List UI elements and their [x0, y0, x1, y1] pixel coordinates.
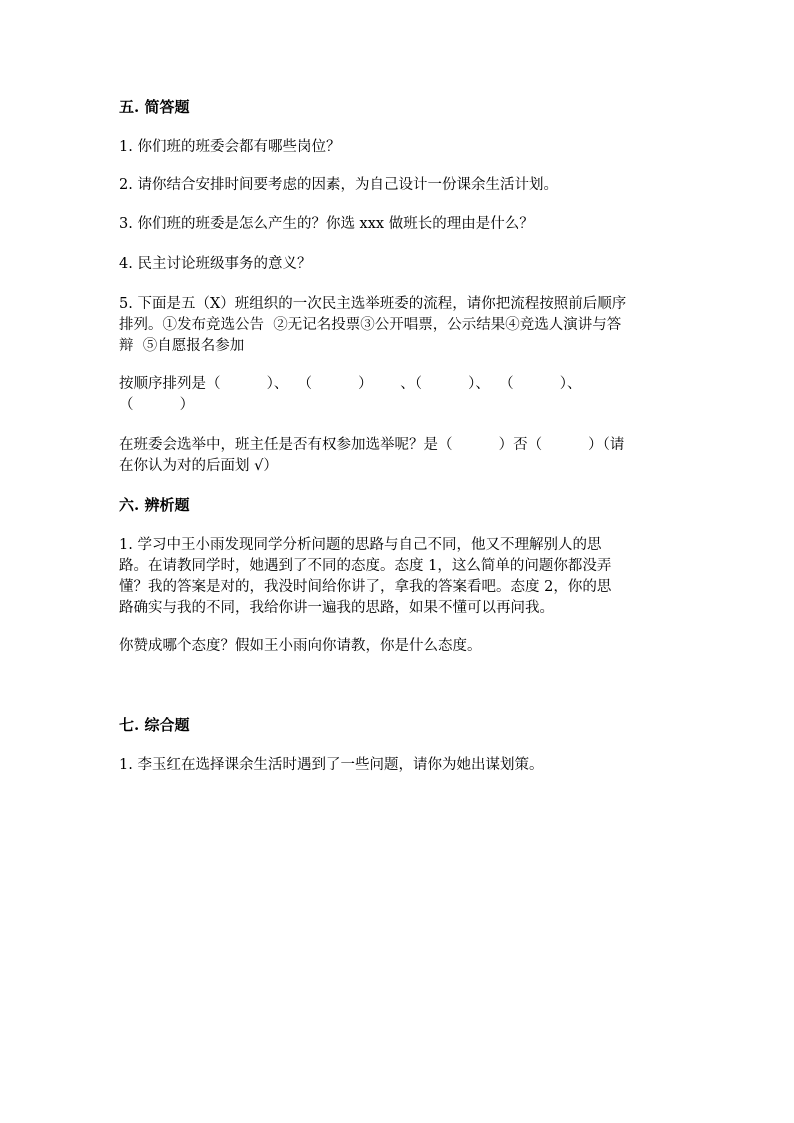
section-7-question-1: 1. 李玉红在选择课余生活时遇到了一些问题，请你为她出谋划策。: [119, 757, 544, 773]
section-5-question-3: 3. 你们班的班委是怎么产生的？你选 xxx 做班长的理由是什么？: [119, 216, 534, 232]
section-6-question-1-line-2: 路。在请教同学时，她遇到了不同的态度。态度 1，这么简单的问题你都没弄: [119, 558, 612, 574]
section-5-question-5-line-1: 5. 下面是五（X）班组织的一次民主选举班委的流程，请你把流程按照前后顺序: [119, 296, 627, 312]
section-7-heading: 七. 综合题: [119, 716, 190, 734]
order-answer-line-1: 按顺序排列是（ ）、 （ ） 、（ ）、 （ ）、: [119, 376, 582, 392]
section-6-heading: 六. 辨析题: [119, 496, 190, 514]
section-6-question-1-line-1: 1. 学习中王小雨发现同学分析问题的思路与自己不同，他又不理解别人的思: [119, 537, 602, 553]
section-6-question-1-line-3: 懂？我的答案是对的，我没时间给你讲了，拿我的答案看吧。态度 2，你的思: [119, 579, 612, 595]
section-5-heading: 五. 简答题: [119, 98, 190, 116]
section-6-followup-question: 你赞成哪个态度？假如王小雨向你请教，你是什么态度。: [119, 638, 482, 654]
section-5-question-4: 4. 民主讨论班级事务的意义？: [119, 256, 312, 272]
section-5-question-1: 1. 你们班的班委会都有哪些岗位？: [119, 139, 341, 155]
teacher-question-line-1: 在班委会选举中，班主任是否有权参加选举呢？是（ ）否（ ）（请: [119, 437, 625, 453]
section-5-question-5-line-2: 排列。①发布竞选公告 ②无记名投票③公开唱票，公示结果④竞选人演讲与答: [119, 317, 622, 333]
section-6-question-1-line-4: 路确实与我的不同，我给你讲一遍我的思路，如果不懂可以再问我。: [119, 600, 554, 616]
section-5-question-2: 2. 请你结合安排时间要考虑的因素，为自己设计一份课余生活计划。: [119, 177, 558, 193]
teacher-question-line-2: 在你认为对的后面划 √）: [119, 458, 278, 474]
section-5-question-5-line-3: 辩 ⑤自愿报名参加: [119, 338, 245, 354]
order-answer-line-2: （ ）: [119, 397, 195, 413]
